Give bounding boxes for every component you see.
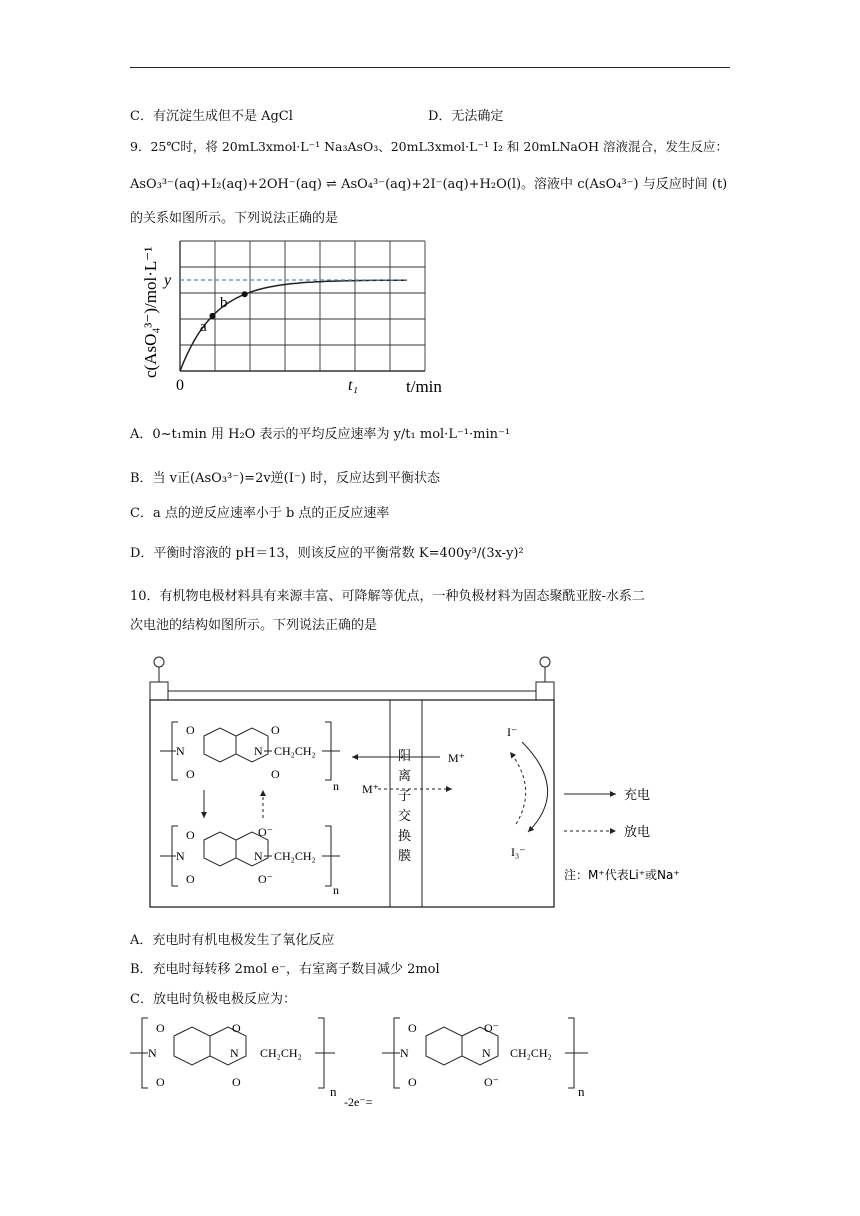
svg-text:膜: 膜 [398, 848, 412, 863]
header-rule [130, 67, 730, 68]
triiodide-label: I₃⁻ [511, 845, 526, 859]
svg-text:N: N [400, 1046, 409, 1060]
svg-text:O: O [232, 1075, 241, 1089]
svg-text:N: N [176, 849, 185, 863]
svg-text:N: N [254, 744, 263, 758]
m-plus-label-left: M⁺ [362, 782, 380, 796]
svg-text:N: N [230, 1046, 239, 1060]
svg-text:CH₂CH₂: CH₂CH₂ [510, 1046, 552, 1060]
svg-text:阳: 阳 [398, 748, 412, 763]
svg-text:换: 换 [398, 828, 412, 843]
svg-text:O⁻: O⁻ [258, 872, 273, 886]
n-label-1: n [330, 1084, 337, 1099]
svg-text:O: O [186, 872, 195, 886]
q10-option-b: B．充电时每转移 2mol e⁻，右室离子数目减少 2mol [130, 962, 440, 977]
right-terminal-icon [536, 657, 554, 700]
q9-option-c: C．a 点的逆反应速率小于 b 点的正反应速率 [130, 506, 390, 521]
q9-option-d: D．平衡时溶液的 pH＝13，则该反应的平衡常数 K=400y³/(3x-y)² [130, 546, 524, 561]
svg-text:O: O [186, 828, 195, 842]
origin-label: 0 [176, 377, 184, 394]
iodide-label: I⁻ [507, 725, 518, 739]
chart-grid [180, 241, 425, 371]
point-a [209, 313, 215, 319]
svg-text:n: n [333, 779, 339, 793]
legend-charge-label: 充电 [624, 788, 651, 803]
n-label-2: n [578, 1084, 585, 1099]
svg-text:N: N [148, 1046, 157, 1060]
y-level-label: y [164, 272, 172, 289]
polymer-oxidized [160, 722, 340, 793]
equation-reactant-polymer [130, 1018, 335, 1089]
svg-text:n: n [333, 883, 339, 897]
svg-text:O: O [186, 723, 195, 737]
svg-text:O: O [408, 1075, 417, 1089]
svg-text:离: 离 [398, 768, 412, 783]
x-axis-label: t/min [406, 377, 442, 396]
svg-text:O: O [271, 723, 280, 737]
svg-text:N: N [176, 744, 185, 758]
point-b [242, 291, 248, 297]
q8-option-c: C．有沉淀生成但不是 AgCl [130, 109, 293, 124]
q9-equation: AsO₃³⁻(aq)+I₂(aq)+2OH⁻(aq) ⇌ AsO₄³⁻(aq)+2I⁻(aq)+H₂O(l)。溶液中 c(AsO₄³⁻) 与反应时间 (t) [130, 177, 728, 192]
q10-stem-line2: 次电池的结构如图所示。下列说法正确的是 [130, 618, 378, 633]
q10-stem-line1: 10．有机物电极材料具有来源丰富、可降解等优点，一种负极材料为固态聚酰亚胺-水系二 [130, 589, 645, 604]
svg-text:CH₂CH₂: CH₂CH₂ [274, 849, 316, 863]
svg-text:O: O [186, 767, 195, 781]
q10-option-c: C．放电时负极电极反应为： [130, 992, 296, 1007]
q9-option-b: B．当 v正(AsO₃³⁻)=2v逆(I⁻) 时，反应达到平衡状态 [130, 471, 440, 486]
q9-stem-line3: 的关系如图所示。下列说法正确的是 [130, 211, 339, 226]
minus-two-electron: -2e⁻= [344, 1095, 373, 1109]
svg-text:CH₂CH₂: CH₂CH₂ [260, 1046, 302, 1060]
discharge-equation [120, 1010, 600, 1110]
concentration-time-chart [130, 228, 460, 400]
left-terminal-icon [150, 657, 168, 700]
equation-product-polymer [382, 1018, 588, 1089]
polymer-reduced [160, 825, 340, 897]
svg-text:N: N [482, 1046, 491, 1060]
membrane [390, 700, 422, 907]
series-curve [180, 280, 407, 371]
q8-option-d: D．无法确定 [428, 109, 504, 124]
point-a-label: a [200, 319, 207, 335]
svg-text:O: O [271, 767, 280, 781]
svg-text:交: 交 [398, 808, 412, 823]
svg-text:O: O [408, 1021, 417, 1035]
svg-text:O⁻: O⁻ [258, 825, 273, 839]
svg-text:O⁻: O⁻ [484, 1021, 499, 1035]
svg-text:O: O [232, 1021, 241, 1035]
legend-discharge-label: 放电 [624, 825, 651, 840]
battery-diagram [130, 650, 730, 915]
x-tick-label: t₁ [348, 377, 359, 394]
point-b-label: b [220, 295, 228, 311]
svg-text:子: 子 [398, 788, 412, 803]
svg-text:CH₂CH₂: CH₂CH₂ [274, 744, 316, 758]
q9-option-a: A．0~t₁min 用 H₂O 表示的平均反应速率为 y/t₁ mol·L⁻¹·min⁻¹ [130, 427, 511, 442]
cell-container [150, 700, 554, 907]
q9-stem-line1: 9．25℃时，将 20mL3xmol·L⁻¹ Na₃AsO₃、20mL3xmol·L⁻¹ I₂ 和 20mLNaOH 溶液混合，发生反应： [130, 139, 728, 154]
q10-option-a: A．充电时有机电极发生了氧化反应 [130, 933, 335, 948]
y-axis-label: c(AsO₄³⁻)/mol·L⁻¹ [141, 246, 160, 378]
svg-text:N: N [254, 849, 263, 863]
svg-text:O: O [156, 1021, 165, 1035]
m-plus-label-right: M⁺ [448, 751, 466, 765]
iodide-discharge-arc [510, 752, 526, 824]
svg-text:O: O [156, 1075, 165, 1089]
svg-text:O⁻: O⁻ [484, 1075, 499, 1089]
membrane-label [398, 748, 411, 863]
diagram-note: 注：M⁺代表Li⁺或Na⁺ [564, 868, 680, 882]
